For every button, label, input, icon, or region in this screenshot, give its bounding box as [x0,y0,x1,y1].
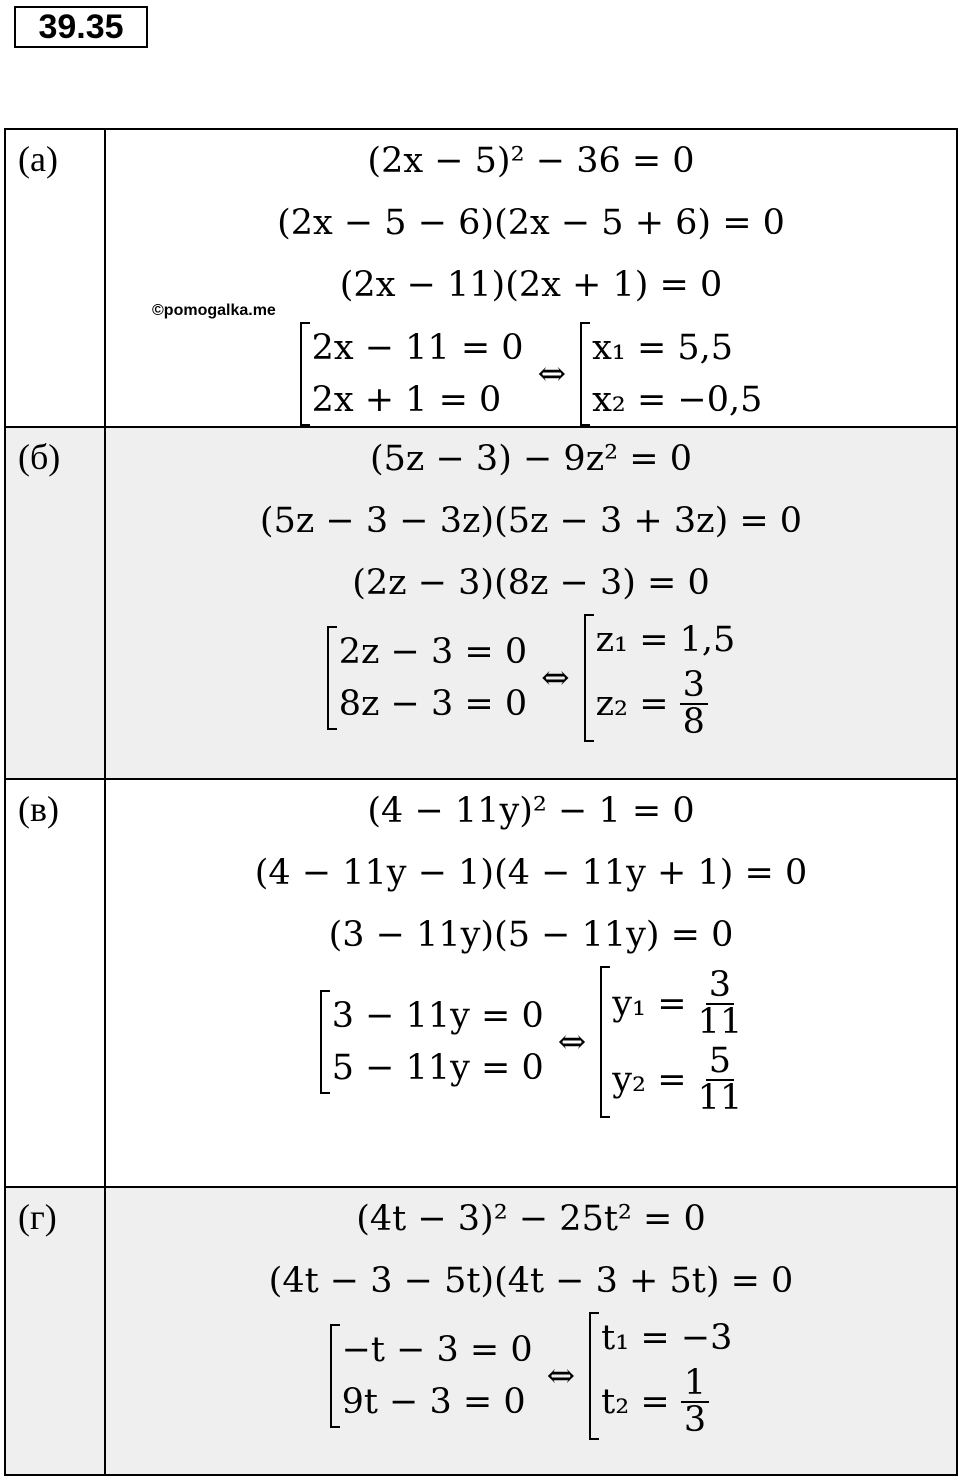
system-equation: 2z − 3 = 0 [338,632,528,672]
row-label: (г) [5,1187,105,1475]
equation-line: (4 − 11y)² − 1 = 0 [367,791,695,831]
system-equation: 2x − 11 = 0 [311,328,524,368]
table-row [5,129,957,427]
system-equation: −t − 3 = 0 [341,1330,533,1370]
equation-line: (2x − 5 − 6)(2x − 5 + 6) = 0 [277,203,785,243]
bracket-right-system [580,322,762,426]
equation-line: (4 − 11y − 1)(4 − 11y + 1) = 0 [254,853,808,893]
denominator: 3 [683,1400,707,1440]
solution-table [4,128,958,1476]
system-equation: 5 − 11y = 0 [331,1048,544,1088]
root-value [596,666,736,742]
root-value: x₁ = 5,5 [592,328,734,368]
root-lhs: y₁ = [612,983,687,1024]
equation-line: (3 − 11y)(5 − 11y) = 0 [328,915,734,955]
fraction [680,665,708,742]
system-equation: 8z − 3 = 0 [338,684,528,724]
equation-line: (2x − 11)(2x + 1) = 0 [339,265,723,305]
fraction [697,1041,743,1118]
equation-line: (5z − 3 − 3z)(5z − 3 + 3z) = 0 [259,501,803,541]
numerator: 3 [680,668,708,705]
numerator: 1 [681,1366,709,1403]
equation-system [106,614,956,742]
row-body [105,1187,957,1475]
row-body [105,427,957,779]
equation-line: (5z − 3) − 9z² = 0 [369,439,693,479]
row-body [105,129,957,427]
bracket-left-system [320,990,544,1094]
root-value: z₁ = 1,5 [595,620,736,660]
equation-line: (2z − 3)(8z − 3) = 0 [352,563,710,603]
row-body [105,779,957,1187]
row-label: (б) [5,427,105,779]
root-value: x₂ = −0,5 [592,380,763,420]
fraction [697,965,743,1042]
bracket-left-system [300,322,524,426]
equation-system [106,1312,956,1440]
row-label: (в) [5,779,105,1187]
root-lhs: y₂ = [612,1059,687,1100]
system-equation: 2x + 1 = 0 [311,380,502,420]
equivalence-symbol: ⇔ [537,354,567,394]
problem-number: 39.35 [14,6,148,48]
denominator: 8 [682,702,705,742]
root-value: t₁ = −3 [601,1318,733,1358]
numerator: 5 [706,1044,734,1081]
row-label: (а) [5,129,105,427]
bracket-right-system [589,1312,732,1440]
bracket-right-system [600,966,742,1118]
equation-line: (2x − 5)² − 36 = 0 [367,141,695,181]
system-equation: 3 − 11y = 0 [331,996,544,1036]
root-lhs: z₂ = [595,683,669,724]
table-row [5,427,957,779]
equation-line: (4t − 3)² − 25t² = 0 [356,1199,706,1239]
root-lhs: t₂ = [601,1381,670,1422]
table-row [5,1187,957,1475]
bracket-right-system [584,614,736,742]
watermark: ©pomogalka.me [152,302,276,319]
equivalence-symbol: ⇔ [557,1022,587,1062]
equivalence-symbol: ⇔ [541,658,570,698]
equation-system [106,322,956,426]
bracket-left-system [327,626,527,730]
root-value [612,1042,742,1118]
system-equation: 9t − 3 = 0 [341,1382,526,1422]
fraction [681,1363,709,1440]
table-row [5,779,957,1187]
numerator: 3 [706,968,734,1005]
denominator: 11 [697,1078,743,1118]
root-value [612,966,742,1042]
equation-line: (4t − 3 − 5t)(4t − 3 + 5t) = 0 [268,1261,794,1301]
denominator: 11 [697,1002,743,1042]
bracket-left-system [330,1324,533,1428]
equation-system [106,966,956,1118]
equivalence-symbol: ⇔ [546,1356,576,1396]
root-value [601,1364,732,1440]
